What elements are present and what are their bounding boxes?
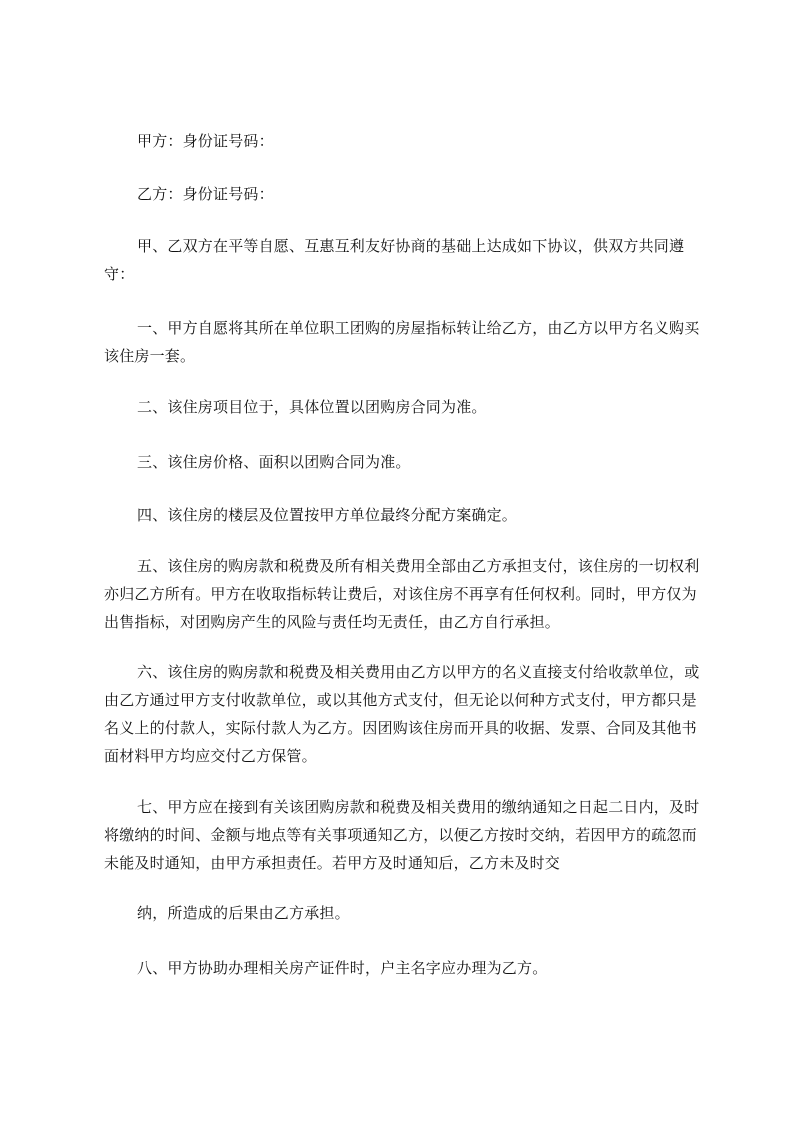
party-b-line: 乙方：身份证号码： <box>137 185 274 203</box>
preamble-paragraph: 甲、乙双方在平等自愿、互惠互利友好协商的基础上达成如下协议，供双方共同遵守： <box>104 237 685 283</box>
clause-2: 二、该住房项目位于，具体位置以团购房合同为准。 <box>137 398 487 416</box>
clause-7-continued: 纳，所造成的后果由乙方承担。 <box>137 904 350 922</box>
clause-3: 三、该住房价格、面积以团购合同为准。 <box>137 453 411 471</box>
clause-7: 七、甲方应在接到有关该团购房款和税费及相关费用的缴纳通知之日起二日内，及时将缴纳的时间、金额与地点等有关事项通知乙方，以便乙方按时交纳，若因甲方的疏忽而未能及时通知，由甲方承担责任。若甲方及时通知后，乙方未及时交 <box>104 798 700 872</box>
clause-6: 六、该住房的购房款和税费及相关费用由乙方以甲方的名义直接支付给收款单位，或由乙方通过甲方支付收款单位，或以其他方式支付，但无论以何种方式支付，甲方都只是名义上的付款人，实际付款人为乙方。因团购该住房而开具的收据、发票、合同及其他书面材料甲方均应交付乙方保管。 <box>104 663 700 765</box>
clause-4: 四、该住房的楼层及位置按甲方单位最终分配方案确定。 <box>137 506 518 524</box>
party-a-line: 甲方：身份证号码： <box>137 132 274 150</box>
clause-5: 五、该住房的购房款和税费及所有相关费用全部由乙方承担支付，该住房的一切权利亦归乙方所有。甲方在收取指标转让费后，对该住房不再享有任何权利。同时，甲方仅为出售指标，对团购房产生的风险与责任均无责任，由乙方自行承担。 <box>104 557 700 631</box>
clause-1: 一、甲方自愿将其所在单位职工团购的房屋指标转让给乙方，由乙方以甲方名义购买该住房一套。 <box>104 319 700 365</box>
clause-8: 八、甲方协助办理相关房产证件时，户主名字应办理为乙方。 <box>137 959 548 977</box>
